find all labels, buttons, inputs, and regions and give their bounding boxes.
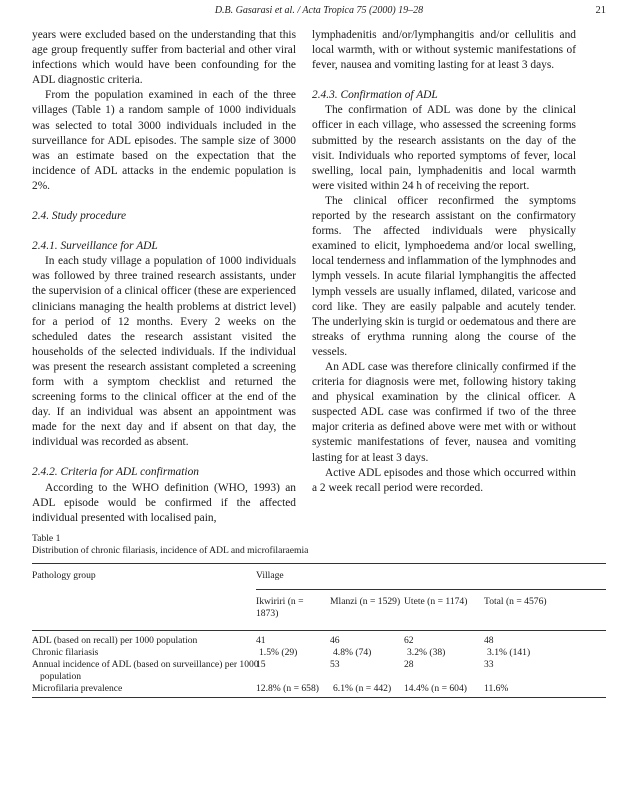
table-bottom-rule: [32, 697, 606, 698]
table-cell: 3.2% (38): [407, 647, 446, 658]
table-cell: 15: [256, 659, 266, 670]
row-label: ADL (based on recall) per 1000 population: [32, 635, 198, 646]
table-caption: Distribution of chronic filariasis, incidence of ADL and microfilaraemia: [32, 545, 309, 556]
paragraph: lymphadenitis and/or/lymphangitis and/or cellulitis and local warmth, with or without systemic manifestations of fever, nausea and vomiting lasting for at least 3 days.: [312, 29, 576, 72]
village-group-rule: [256, 589, 606, 590]
table-cell: 46: [330, 635, 340, 646]
row-label: Annual incidence of ADL (based on surveillance) per 1000 population: [32, 659, 259, 682]
table-cell: 11.6%: [484, 683, 509, 694]
column-header: Total (n = 4576): [484, 596, 547, 607]
paragraph: years were excluded based on the understanding that this age group frequently suffer from bacterial and other viral infections which would have been confounding for the ADL diagnostic criteria.: [32, 29, 296, 87]
table-cell: 28: [404, 659, 414, 670]
table-header: [32, 564, 606, 630]
table-body: [32, 631, 606, 697]
paragraph: According to the WHO definition (WHO, 1993) an ADL episode would be confirmed if the affected individual presented with localised pain,: [32, 481, 296, 524]
page-number: 21: [595, 5, 606, 16]
table-cell: 14.4% (n = 604): [404, 683, 467, 694]
subsection-heading: 2.4.1. Surveillance for ADL: [32, 240, 158, 253]
running-head: D.B. Gasarasi et al. / Acta Tropica 75 (2000) 19–28: [214, 5, 424, 16]
row-label: Microfilaria prevalence: [32, 683, 123, 694]
subsection-heading: 2.4.2. Criteria for ADL confirmation: [32, 466, 199, 479]
column-header: Utete (n = 1174): [404, 596, 468, 607]
table-cell: 62: [404, 635, 414, 646]
section-heading: 2.4. Study procedure: [32, 210, 127, 223]
table-cell: 6.1% (n = 442): [333, 683, 392, 694]
paragraph: From the population examined in each of the three villages (Table 1) a random sample of 1000 individuals was selected to total 3000 individuals included in the surveillance for ADL episodes. The sample size of 3000 was an estimate based on the expectation that the incidence of ADL attacks in the endemic population is 2%.: [32, 89, 296, 192]
paragraph: The clinical officer reconfirmed the symptoms reported by the research assistant on the confirmatory forms. The affected individuals were physically examined to elicit, lymphoedema and/or local swelling, local tenderness and inflammation of the lymphnodes and lymph vessels. In acute filarial lymphangitis the affected lymph vessels are usually inflamed, dilated, varicose and cord like. They are easily palpable and acutely tender. The underlying skin is turgid or oedematous and there are streaks of erythma running along the course of the vessels.: [312, 194, 576, 358]
right-column: [312, 28, 576, 496]
table-cell: 12.8% (n = 658): [256, 683, 319, 694]
table-cell: 53: [330, 659, 340, 670]
paragraph: Active ADL episodes and those which occurred within a 2 week recall period were recorded.: [312, 466, 576, 494]
paragraph: An ADL case was therefore clinically confirmed if the criteria for diagnosis were met, following history taking and physical examination by the clinical officer. A suspected ADL case was confirmed if two of the three major criteria as defined above were met with or without systemic manifestations of fever, nausea and vomiting lasting for at least 3 days.: [312, 360, 576, 464]
left-column: [32, 28, 296, 526]
row-label: Chronic filariasis: [32, 647, 99, 658]
table-cell: 41: [256, 635, 266, 646]
table-1: [32, 533, 606, 698]
table-cell: 1.5% (29): [259, 647, 298, 658]
table-cell: 48: [484, 635, 494, 646]
table-cell: 33: [484, 659, 494, 670]
paragraph: In each study village a population of 1000 individuals was followed by three trained research assistants, under the supervision of a clinical officer (these are experienced clinicians managing the health problems at district level) for a period of 12 months. Every 2 weeks on the scheduled dates the research assistant visited the households of the selected individuals. If the individual was present the research assistant completed a screening form with a symptom checklist and returned the screening forms to the clinical officer at the end of the day. If an individual was absent an appointment was made for the next day and if absent on that day, the individual was recorded as absent.: [32, 255, 296, 449]
table-cell: 4.8% (74): [333, 647, 372, 658]
table-label: Table 1: [32, 533, 61, 544]
header-pathology-group: Pathology group: [32, 570, 96, 581]
header-village: Village: [256, 570, 284, 581]
column-header: Ikwiriri (n = 1873): [256, 596, 304, 619]
paragraph: The confirmation of ADL was done by the clinical officer in each village, who assessed the screening forms submitted by the research assistants on the day of the visit. Individuals who reported symptoms of fever, local swelling, local pain, lymphadenitis and local warmth were visited within 24 h of receiving the report.: [312, 104, 576, 192]
subsection-heading: 2.4.3. Confirmation of ADL: [312, 89, 438, 102]
table-cell: 3.1% (141): [487, 647, 531, 658]
column-header: Mlanzi (n = 1529): [330, 596, 401, 607]
